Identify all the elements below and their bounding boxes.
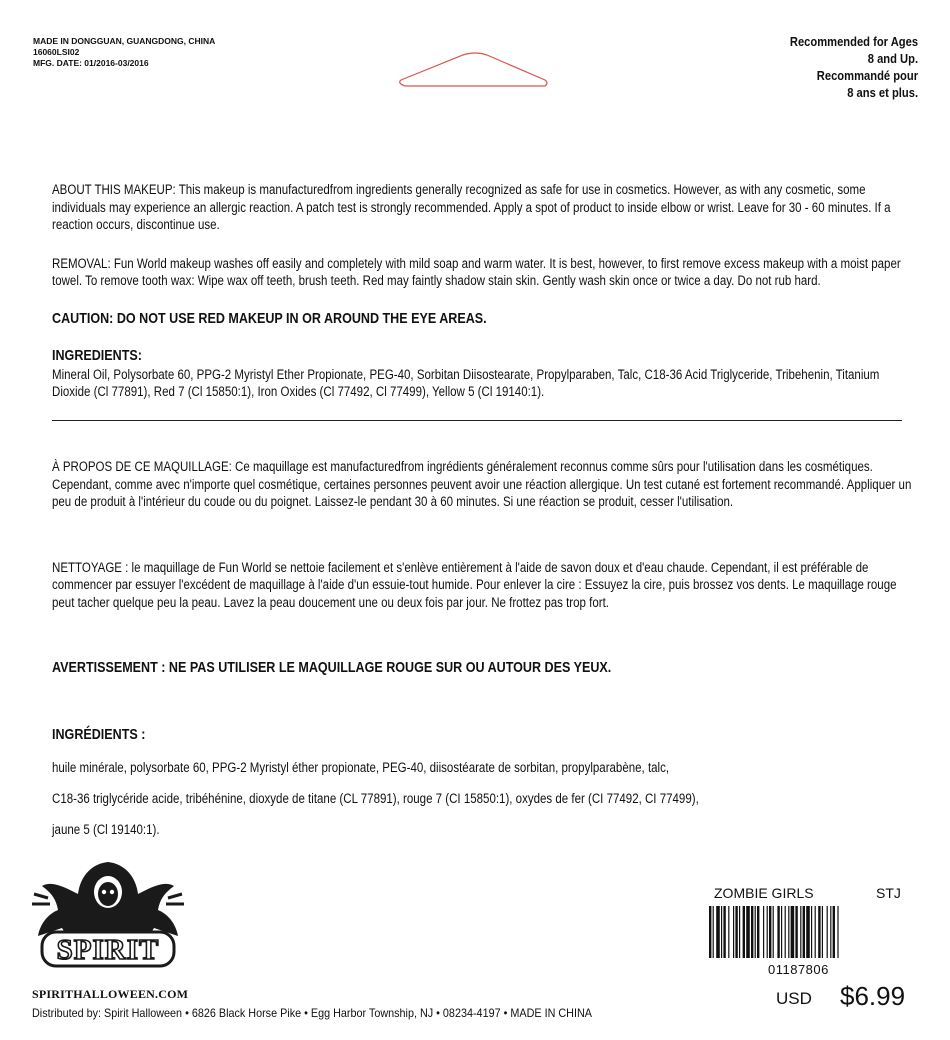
- about-paragraph: ABOUT THIS MAKEUP: This makeup is manufacturedfrom ingredients generally recognized as safe for use in cosmetics. However, as with any cosmetic, some individuals may experience an allergic reaction. A patch test is strongly recommended. Apply a spot of product to inside elbow or wrist. Leave for 30 - 60 minutes. If a reaction occurs, discontinue use.: [52, 182, 891, 232]
- barcode-bar: [767, 906, 768, 958]
- barcode-bar: [773, 906, 774, 958]
- barcode-bar: [713, 906, 714, 958]
- removal-paragraph: REMOVAL: Fun World makeup washes off easily and completely with mild soap and warm water. It is best, however, to first remove excess makeup with a moist paper towel. To remove tooth wax: Wipe wax off teeth, brush teeth. Red may faintly shadow stain skin. Gently wash skin once or twice a day. Do not rub hard.: [52, 255, 901, 288]
- mfg-date: MFG. DATE: 01/2016-03/2016: [33, 58, 149, 68]
- barcode-number: 01187806: [768, 962, 829, 977]
- age-line-fr-2: 8 ans et plus.: [847, 85, 918, 100]
- barcode-bar: [728, 906, 729, 958]
- barcode-bar: [811, 906, 812, 958]
- barcode-bar: [818, 906, 820, 958]
- barcode-bar: [830, 906, 831, 958]
- store-code: STJ: [876, 885, 901, 901]
- barcode: [707, 906, 912, 958]
- section-divider: [52, 420, 902, 421]
- barcode-bar: [837, 906, 838, 958]
- origin-line: MADE IN DONGGUAN, GUANGDONG, CHINA: [33, 36, 216, 46]
- barcode-bar: [827, 906, 828, 958]
- manufacture-info: [33, 36, 215, 69]
- spirit-logo: [28, 858, 188, 980]
- caution-heading: CAUTION: DO NOT USE RED MAKEUP IN OR AROUND THE EYE AREAS.: [52, 310, 487, 327]
- barcode-bar: [721, 906, 722, 958]
- ingredients-heading-fr: INGRÉDIENTS :: [52, 726, 146, 743]
- barcode-bar: [709, 906, 711, 958]
- english-section: [52, 181, 902, 401]
- barcode-bar: [795, 906, 797, 958]
- barcode-bar: [781, 906, 782, 958]
- barcode-bar: [733, 906, 734, 958]
- barcode-bar: [743, 906, 745, 958]
- barcode-bar: [739, 906, 740, 958]
- barcode-bar: [746, 906, 750, 958]
- french-section: [52, 445, 912, 852]
- barcode-bar: [803, 906, 805, 958]
- barcode-bar: [815, 906, 816, 958]
- barcode-bar: [757, 906, 759, 958]
- age-line-en-2: 8 and Up.: [867, 51, 918, 66]
- ingredients-line-fr-3: jaune 5 (Cl 19140:1).: [52, 821, 160, 837]
- lot-code: 16060LSI02: [33, 47, 80, 57]
- barcode-bar: [833, 906, 835, 958]
- barcode-bar: [755, 906, 756, 958]
- product-name: ZOMBIE GIRLS: [714, 885, 814, 901]
- about-paragraph-fr: À PROPOS DE CE MAQUILLAGE: Ce maquillage est manufacturedfrom ingrédients généralement reconnus comme sûrs pour l'utilisation dans les cosmétiques. Cependant, comme avec n'importe quel cosmétique, certaines personnes peuvent avoir une réaction allergique. Un test cutané est fortement recommandé. Appliquer un peu de produit à l'intérieur du coude ou du poignet. Laissez-le pendant 30 à 60 minutes. Si une réaction se produit, cesser l'utilisation.: [52, 459, 912, 510]
- website-url: SPIRITHALLOWEEN.COM: [32, 987, 189, 1001]
- barcode-bar: [822, 906, 823, 958]
- barcode-bar: [735, 906, 737, 958]
- barcode-bar: [723, 906, 725, 958]
- barcode-bar: [751, 906, 753, 958]
- barcode-bar: [791, 906, 795, 958]
- ingredients-line-fr-2: C18-36 triglycéride acide, tribéhénine, dioxyde de titane (CL 77891), rouge 7 (CI 15850:1), oxydes de fer (CI 77492, CI 77499),: [52, 790, 699, 806]
- barcode-bar: [800, 906, 801, 958]
- ingredients-line-fr-1: huile minérale, polysorbate 60, PPG-2 Myristyl éther propionate, PEG-40, diisostéarate de sorbitan, propylparabène, talc,: [52, 759, 670, 775]
- warning-heading-fr: AVERTISSEMENT : NE PAS UTILISER LE MAQUILLAGE ROUGE SUR OU AUTOUR DES YEUX.: [52, 660, 612, 677]
- barcode-bar: [763, 906, 764, 958]
- logo-text: SPIRIT: [56, 934, 160, 966]
- age-recommendation: [790, 33, 918, 101]
- ingredients-list: Mineral Oil, Polysorbate 60, PPG-2 Myristyl Ether Propionate, PEG-40, Sorbitan Diisostearate, Propylparaben, Talc, C18-36 Acid Triglyceride, Tribehenin, Titanium Dioxide (Cl 77891), Red 7 (Cl 15850:1), Iron Oxides (Cl 77492, Cl 77499), Yellow 5 (Cl 19140:1).: [52, 366, 880, 399]
- barcode-bar: [716, 906, 720, 958]
- age-line-fr-1: Recommandé pour: [816, 68, 918, 83]
- barcode-bar: [806, 906, 810, 958]
- cleaning-paragraph-fr: NETTOYAGE : le maquillage de Fun World se nettoie facilement et s'enlève entièrement à l'aide de savon doux et d'eau chaude. Cependant, il est préférable de commencer par essuyer l'excédent de maquillage à l'aide d'un essuie-tout humide. Pour enlever la cire : Essuyez la cire, puis brossez vos dents. Le maquillage rouge peut tacher quelque peu la peau. Lavez la peau doucement une ou deux fois par jour. Ne frottez pas trop fort.: [52, 559, 897, 610]
- distributor-line: Distributed by: Spirit Halloween • 6826 Black Horse Pike • Egg Harbor Township, NJ • 08234-4197 • MADE IN CHINA: [32, 1006, 592, 1020]
- age-line-en-1: Recommended for Ages: [789, 34, 918, 49]
- currency-label: USD: [776, 989, 812, 1008]
- price: $6.99: [840, 981, 906, 1011]
- barcode-bar: [788, 906, 789, 958]
- barcode-bar: [785, 906, 786, 958]
- barcode-bar: [777, 906, 779, 958]
- ingredients-heading: INGREDIENTS:: [52, 348, 142, 364]
- barcode-bar: [769, 906, 771, 958]
